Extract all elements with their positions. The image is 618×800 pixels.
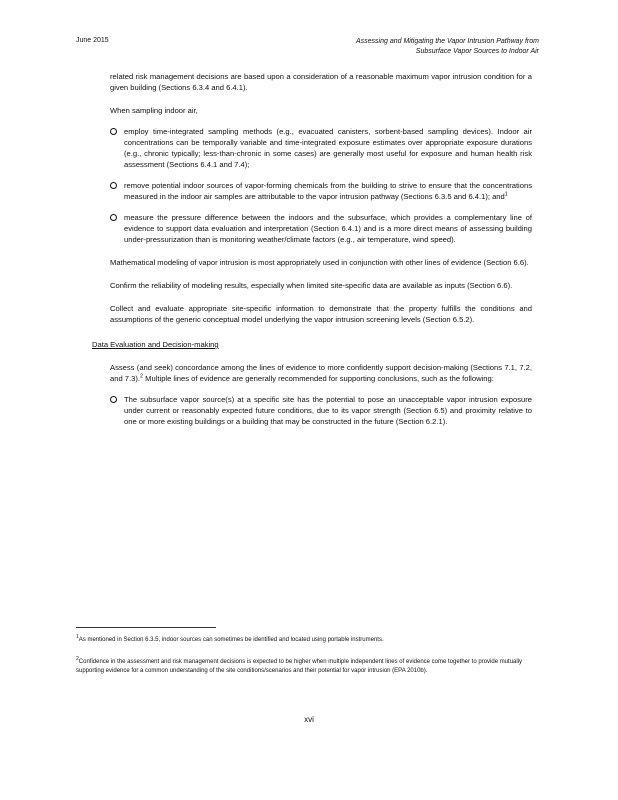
header-title (356, 37, 539, 57)
sub-item-text: measure the pressure difference between the indoors and the subsurface, which provides a complementary line of evidence to support data evaluation and interpretation (Section 6.4.1) and is a more direct means of assessing building under-pressurization than is monitoring weather/climate factors (e.g., air temperature, wind speed). (124, 213, 532, 244)
bullet-text: Collect and evaluate appropriate site-specific information to demonstrate that the property fulfills the conditions and assumptions of the generic conceptual model underlying the vapor intrusion screening levels (Section 6.5.2). (110, 304, 532, 324)
footnote-2 (76, 658, 544, 676)
bullet-text: Mathematical modeling of vapor intrusion is most appropriately used in conjunction with other lines of evidence (Section 6.6). (110, 258, 529, 267)
bullet-assess (92, 362, 532, 384)
sub-item (110, 212, 532, 245)
footnote-text: As mentioned in Section 6.3.5, indoor sources can sometimes be identified and located using portable instruments. (78, 637, 384, 643)
sampling-subitems (92, 126, 532, 245)
intro-paragraph: related risk management decisions are based upon a consideration of a reasonable maximum vapor intrusion condition for a given building (Sections 6.3.4 and 6.4.1). (110, 72, 532, 92)
sub-item (110, 126, 532, 170)
assess-lead: Assess (and seek) concordance among the lines of evidence to more confidently support decision-making (Sections 7.1, 7.2, and 7.3). (110, 363, 532, 383)
header-date: June 2015 (76, 37, 109, 44)
header-title-line2: Subsurface Vapor Sources to Indoor Air (415, 48, 539, 55)
sub-item (110, 394, 532, 427)
assess-tail: Multiple lines of evidence are generally recommended for supporting conclusions, such as the following: (143, 374, 494, 383)
circle-bullet-icon (110, 128, 117, 135)
circle-bullet-icon (110, 214, 117, 221)
sampling-lead: When sampling indoor air, (110, 106, 198, 115)
bullet-sampling (92, 105, 532, 116)
circle-bullet-icon (110, 396, 117, 403)
footnote-divider (76, 627, 216, 628)
bullet-item (92, 303, 532, 325)
sub-item (110, 180, 532, 202)
footnote-number: 1 (76, 634, 79, 640)
bullet-item (92, 280, 532, 291)
circle-bullet-icon (110, 182, 117, 189)
header-title-line1: Assessing and Mitigating the Vapor Intrusion Pathway from (355, 38, 539, 45)
footnote-number: 2 (76, 656, 79, 662)
footnote-text: Confidence in the assessment and risk management decisions is expected to be higher when multiple independent lines of evidence come together to provide mutually supporting evidence for a common understanding of the site conditions/scenarios and their potential for vapor intrusion (EPA 2010b). (76, 659, 523, 674)
assess-subitems (92, 394, 532, 427)
section-heading: Data Evaluation and Decision-making (92, 340, 219, 349)
sub-item-text: employ time-integrated sampling methods (e.g., evacuated canisters, sorbent-based sampling devices). Indoor air concentrations can be temporally variable and time-integrated exposure estimates over appropriate exposure durations (e.g., chronic typically; less-than-chronic in some cases) are generally most useful for exposure and human health risk assessment (Sections 6.4.1 and 7.4); (124, 127, 532, 169)
sub-item-text: The subsurface vapor source(s) at a specific site has the potential to pose an unacceptable vapor intrusion exposure under current or reasonably expected future conditions, due to its vapor strength (Section 6.5) and proximity relative to one or more existing buildings or a building that may be constructed in the future (Section 6.2.1). (124, 395, 532, 426)
sub-item-text: remove potential indoor sources of vapor-forming chemicals from the building to strive to ensure that the concentrations measured in the indoor air samples are attributable to the vapor intrusion pathway (Sections 6.3.5 and 6.4.1); and (124, 181, 532, 201)
footnote-1 (76, 636, 544, 645)
footnote-ref: 1 (504, 191, 508, 198)
document-body (92, 71, 532, 427)
bullet-text: Confirm the reliability of modeling results, especially when limited site-specific data are available as inputs (Section 6.6). (110, 281, 513, 290)
bullet-item (92, 257, 532, 268)
footnote-ref: 2 (139, 373, 144, 380)
page-number: xvi (304, 715, 314, 724)
